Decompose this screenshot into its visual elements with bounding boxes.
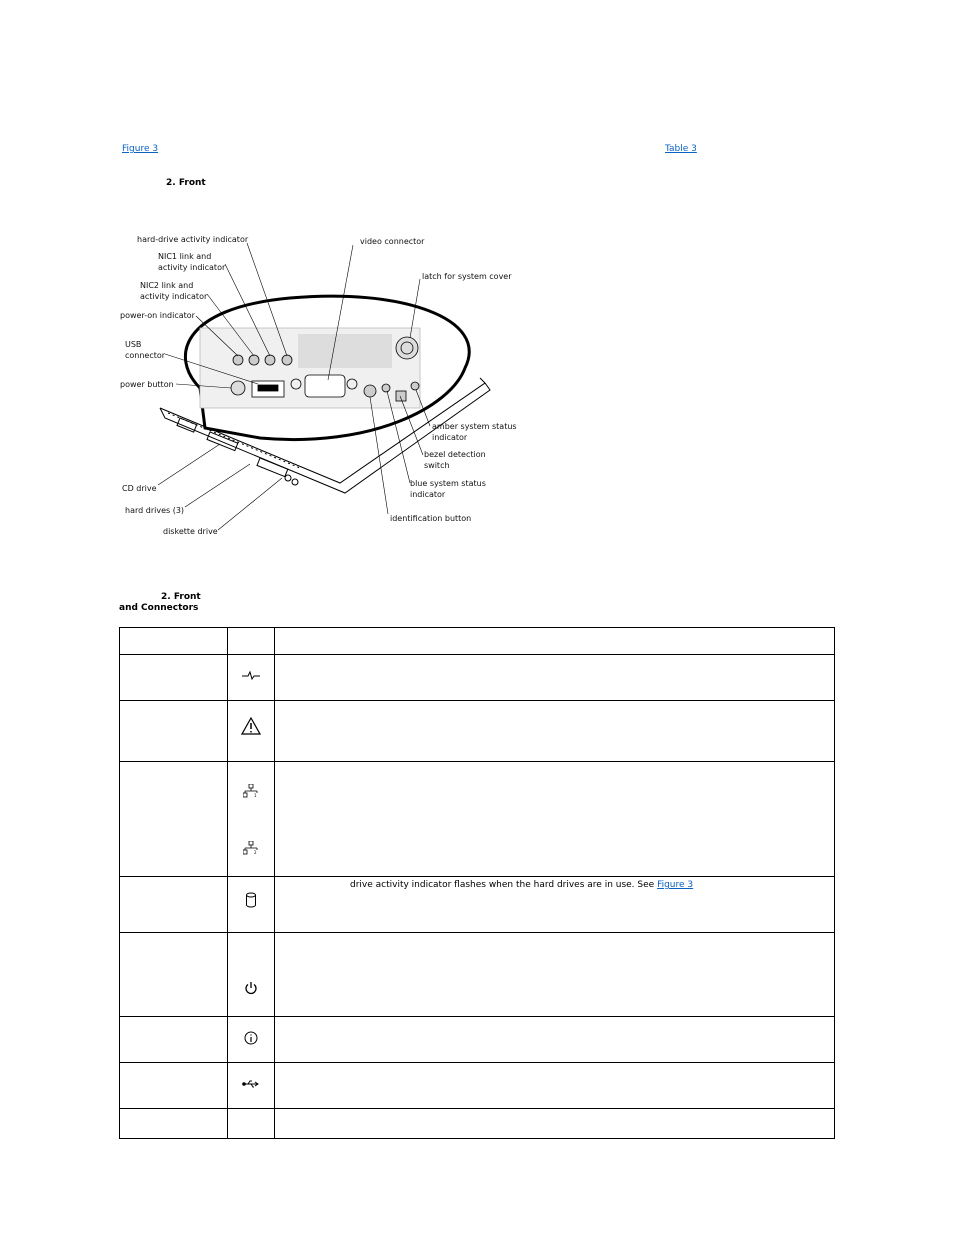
figure-link-inline[interactable]: Figure 3 — [657, 880, 694, 890]
usb-icon — [242, 1079, 260, 1089]
power-icon — [244, 981, 258, 995]
label-bezel-b: switch — [424, 461, 450, 470]
table-row — [120, 1109, 835, 1139]
table-caption-line2: and Connectors — [119, 603, 199, 613]
label-amber-b: indicator — [432, 433, 468, 442]
label-bezel-a: bezel detection — [424, 450, 486, 459]
table-link[interactable]: Table 3 — [665, 144, 697, 154]
table-row — [120, 877, 835, 933]
figure-link[interactable]: Figure 3 — [122, 144, 159, 154]
label-usb-b: connector — [125, 351, 166, 360]
front-panel — [200, 328, 420, 408]
svg-text:1: 1 — [254, 792, 257, 798]
table-row — [120, 655, 835, 701]
label-latch: latch for system cover — [422, 272, 512, 281]
label-blue-a: blue system status — [410, 479, 486, 488]
label-nic2-a: NIC2 link and — [140, 281, 194, 290]
svg-text:2: 2 — [254, 849, 257, 855]
label-diskette: diskette drive — [163, 527, 218, 536]
label-amber-a: amber system status — [432, 422, 517, 431]
table-caption-line1: 2. Front — [161, 592, 201, 602]
label-cd: CD drive — [122, 484, 157, 493]
table-row — [120, 762, 835, 877]
figure-caption: 2. Front — [166, 178, 206, 188]
table-row — [120, 1063, 835, 1109]
table-header-row — [120, 628, 835, 655]
label-power-on: power-on indicator — [120, 311, 195, 320]
pulse-icon — [242, 670, 260, 680]
label-nic1-b: activity indicator — [158, 263, 226, 272]
hdd-description: drive activity indicator flashes when the hard drives are in use. See Figure 3 — [350, 880, 694, 890]
label-nic1-a: NIC1 link and — [158, 252, 212, 261]
front-panel-figure — [110, 228, 530, 538]
network-icon — [243, 784, 259, 798]
network-icon — [243, 841, 259, 855]
label-hdd-activity: hard-drive activity indicator — [137, 235, 249, 244]
label-ident: identification button — [390, 514, 472, 523]
label-hdd: hard drives (3) — [125, 506, 185, 515]
hard-drive-icon — [245, 892, 257, 908]
warning-triangle-icon — [241, 717, 261, 735]
indicators-table — [119, 627, 835, 1139]
label-nic2-b: activity indicator — [140, 292, 208, 301]
table-row — [120, 933, 835, 1017]
label-blue-b: indicator — [410, 490, 446, 499]
label-video: video connector — [360, 237, 425, 246]
table-row — [120, 1017, 835, 1063]
label-usb-a: USB — [125, 340, 142, 349]
label-power-button: power button — [120, 380, 174, 389]
table-caption — [119, 592, 201, 614]
info-icon — [244, 1031, 258, 1045]
table-row — [120, 701, 835, 762]
